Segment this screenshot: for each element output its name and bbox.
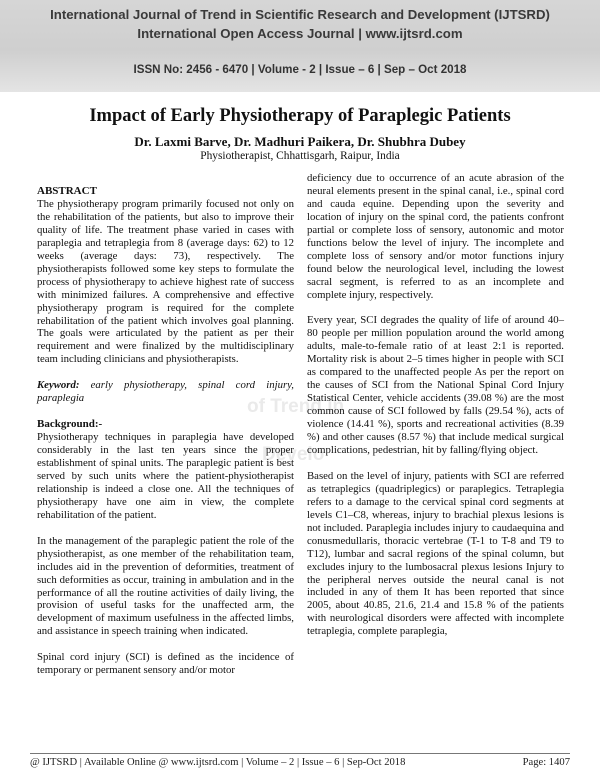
footer-divider [30, 753, 570, 754]
right-column [307, 172, 564, 638]
page-footer [30, 757, 570, 768]
keywords-text: early physiotherapy, spinal cord injury, paraplegia [37, 379, 294, 405]
paper-title: Impact of Early Physiotherapy of Paraplegic Patients [89, 106, 511, 126]
background-heading: Background:- [37, 418, 103, 431]
issn-info: ISSN No: 2456 - 6470 | Volume - 2 | Issue – 6 | Sep – Oct 2018 [133, 63, 467, 76]
right-paragraph-1: deficiency due to occurrence of an acute abrasion of the neural elements present in the spinal canal, i.e., spinal cord and cauda equine. Depending upon the severity and location of injury on the spinal cord, the patients confront partial or complete loss of sensory, autonomic and motor functions below the level of injury. The incomplete and complete loss of sensory and/or motor functions injury found below the neurological level, including the lowest sacral segment, is referred to as an incomplete and complete injury, respectively. [307, 172, 564, 301]
abstract-text: The physiotherapy program primarily focused not only on the rehabilitation of the patients, but also to improve their quality of life. The treatment phase varied in cases with paraplegia and tetraplegia from 8 (average days: 62) to 12 weeks (average days: 73), respectively. The physiotherapists followed some key steps to formulate the process of physiotherapy to achieve highest rate of success with minimized failures. A comprehensive and effective physiotherapy program is required for the complete rehabilitation of the patient which involves goal planning. The goals were articulated by the patient as per their requirement and were finalized by the multidisciplinary team including clinicians and physiotherapists. [37, 197, 294, 366]
page-number: Page: 1407 [522, 757, 570, 768]
background-paragraph-3: Spinal cord injury (SCI) is defined as the incidence of temporary or permanent sensory and/or motor [37, 651, 294, 677]
abstract-heading: ABSTRACT [37, 185, 97, 197]
journal-name: International Journal of Trend in Scientific Research and Development (IJTSRD) [50, 7, 550, 22]
journal-website: International Open Access Journal | www.ijtsrd.com [137, 26, 463, 41]
journal-header [0, 0, 600, 92]
footer-citation: @ IJTSRD | Available Online @ www.ijtsrd.com | Volume – 2 | Issue – 6 | Sep-Oct 2018 [30, 757, 406, 768]
affiliation: Physiotherapist, Chhattisgarh, Raipur, India [200, 150, 400, 162]
right-paragraph-3: Based on the level of injury, patients with SCI are referred as tetraplegics (quadriplegics) or paraplegics. Tetraplegia refers to a damage to the cervical spinal cord segments at levels C1–C8, whereas, injury to brachial plexus lesions is not included. Paraplegia includes injury to caudaequina and conusmedullaris, thoracic vertebrae (T-1 to T-8 and T9 to T12), lumbar and sacral regions of the spinal column, but excludes injury to the lumbosacral plexus lesions Injury to the peripheral nerves outside the neural canal is not included in any of them It has been reported that since 2005, about 40.85, 21.6, 21.4 and 15.8 % of the patients with neurological disorders were affected with incomplete tetraplegia, complete paraplegia, [307, 469, 564, 638]
background-paragraph-1: Physiotherapy techniques in paraplegia have developed considerably in the last ten years since the proper establishment of spinal units. The paraplegic patient is best served by such units where the patient-physiotherapist relationship is indeed a close one. All the techniques of physiotherapy have one aim in view, the complete rehabilitation of the patient. [37, 431, 294, 521]
watermark-line2: Develo [262, 444, 325, 465]
right-paragraph-2: Every year, SCI degrades the quality of life of around 40–80 people per million population around the world among adults, male-to-female ratio of at least 2:1 is reported. Mortality risk is about 2–5 times higher in people with SCI as compared to the unaffected people As per the report on the causes of SCI from the National Spinal Cord Injury Statistical Center, vehicle accidents (39.08 %) are the most common cause of SCI followed by falls (29.54 %), acts of violence (14.41 %), sports and recreational activities (8.39 %) and other causes (8.57 %) that include medical surgical complications, pedestrian, hit by falling/flying object. [307, 314, 564, 456]
authors: Dr. Laxmi Barve, Dr. Madhuri Paikera, Dr. Shubhra Dubey [134, 134, 466, 149]
keywords [37, 379, 294, 405]
background-paragraph-2: In the management of the paraplegic patient the role of the physiotherapist, as one member of the rehabilitation team, includes aid in the prevention of deformities, treatment of such deformities as occur, training in ambulation and in the performance of all the routine activities of daily living, the provision of useful tasks for the unaffected arm, the development of maximum usefulness in the affected limbs, and assistance in speech training when indicated. [37, 534, 294, 638]
keywords-label: Keyword: [37, 379, 80, 392]
left-column [37, 185, 294, 677]
watermark-line1: of Trend in [247, 396, 345, 417]
